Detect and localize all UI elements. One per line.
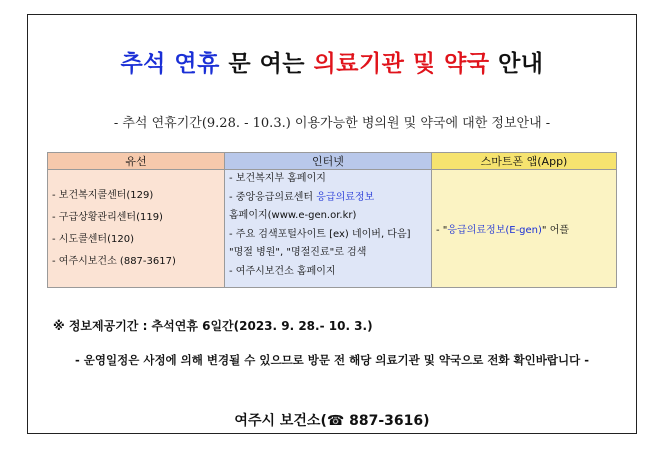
wired-item: - 여주시보건소 (887-3617) (52, 255, 176, 267)
schedule-notice: - 운영일정은 사정에 의해 변경될 수 있으므로 방문 전 해당 의료기관 및 약국으로 전화 확인바랍니다 - (75, 353, 589, 367)
title-open: 문 여는 (219, 51, 314, 77)
internet-item: 홈페이지(www.e-gen.or.kr) (229, 210, 357, 221)
internet-cell (225, 170, 432, 288)
wired-item: - 보건복지콜센터(129) (52, 189, 154, 201)
header-wired: 유선 (48, 153, 225, 170)
wired-item: - 시도콜센터(120) (52, 233, 134, 245)
wired-item: - 구급상황관리센터(119) (52, 211, 163, 223)
app-suffix: " 어플 (541, 225, 570, 236)
title-holiday: 추석 연휴 (120, 51, 220, 77)
footer-contact: 여주시 보건소(☎ 887-3616) (234, 413, 430, 429)
title-institutions: 의료기관 및 약국 (313, 51, 490, 77)
internet-item: - 주요 검색포털사이트 [ex) 네이버, 다음] (229, 228, 411, 240)
internet-item: - 보건복지부 홈페이지 (229, 173, 326, 184)
info-table (47, 152, 617, 288)
subtitle: - 추석 연휴기간(9.28. - 10.3.) 이용가능한 병의원 및 약국에 대한 정보안내 - (113, 116, 551, 131)
app-cell (432, 170, 617, 288)
header-internet: 인터넷 (225, 153, 432, 170)
internet-item: "명절 병원", "명절진료"로 검색 (229, 247, 367, 258)
internet-item (229, 189, 427, 208)
app-prefix: - " (436, 225, 448, 236)
page-title (0, 45, 664, 78)
wired-cell (48, 170, 225, 288)
app-link[interactable]: 응급의료정보(E-gen) (447, 225, 542, 236)
egen-link[interactable]: 응급의료정보 (316, 191, 375, 203)
title-guide: 안내 (489, 51, 544, 77)
header-app: 스마트폰 앱(App) (432, 153, 617, 170)
internet-item-text: - 중앙응급의료센터 (229, 191, 317, 203)
internet-item: - 여주시보건소 홈페이지 (229, 265, 336, 277)
info-period: ※ 정보제공기간 : 추석연휴 6일간(2023. 9. 28.- 10. 3.) (53, 319, 373, 333)
